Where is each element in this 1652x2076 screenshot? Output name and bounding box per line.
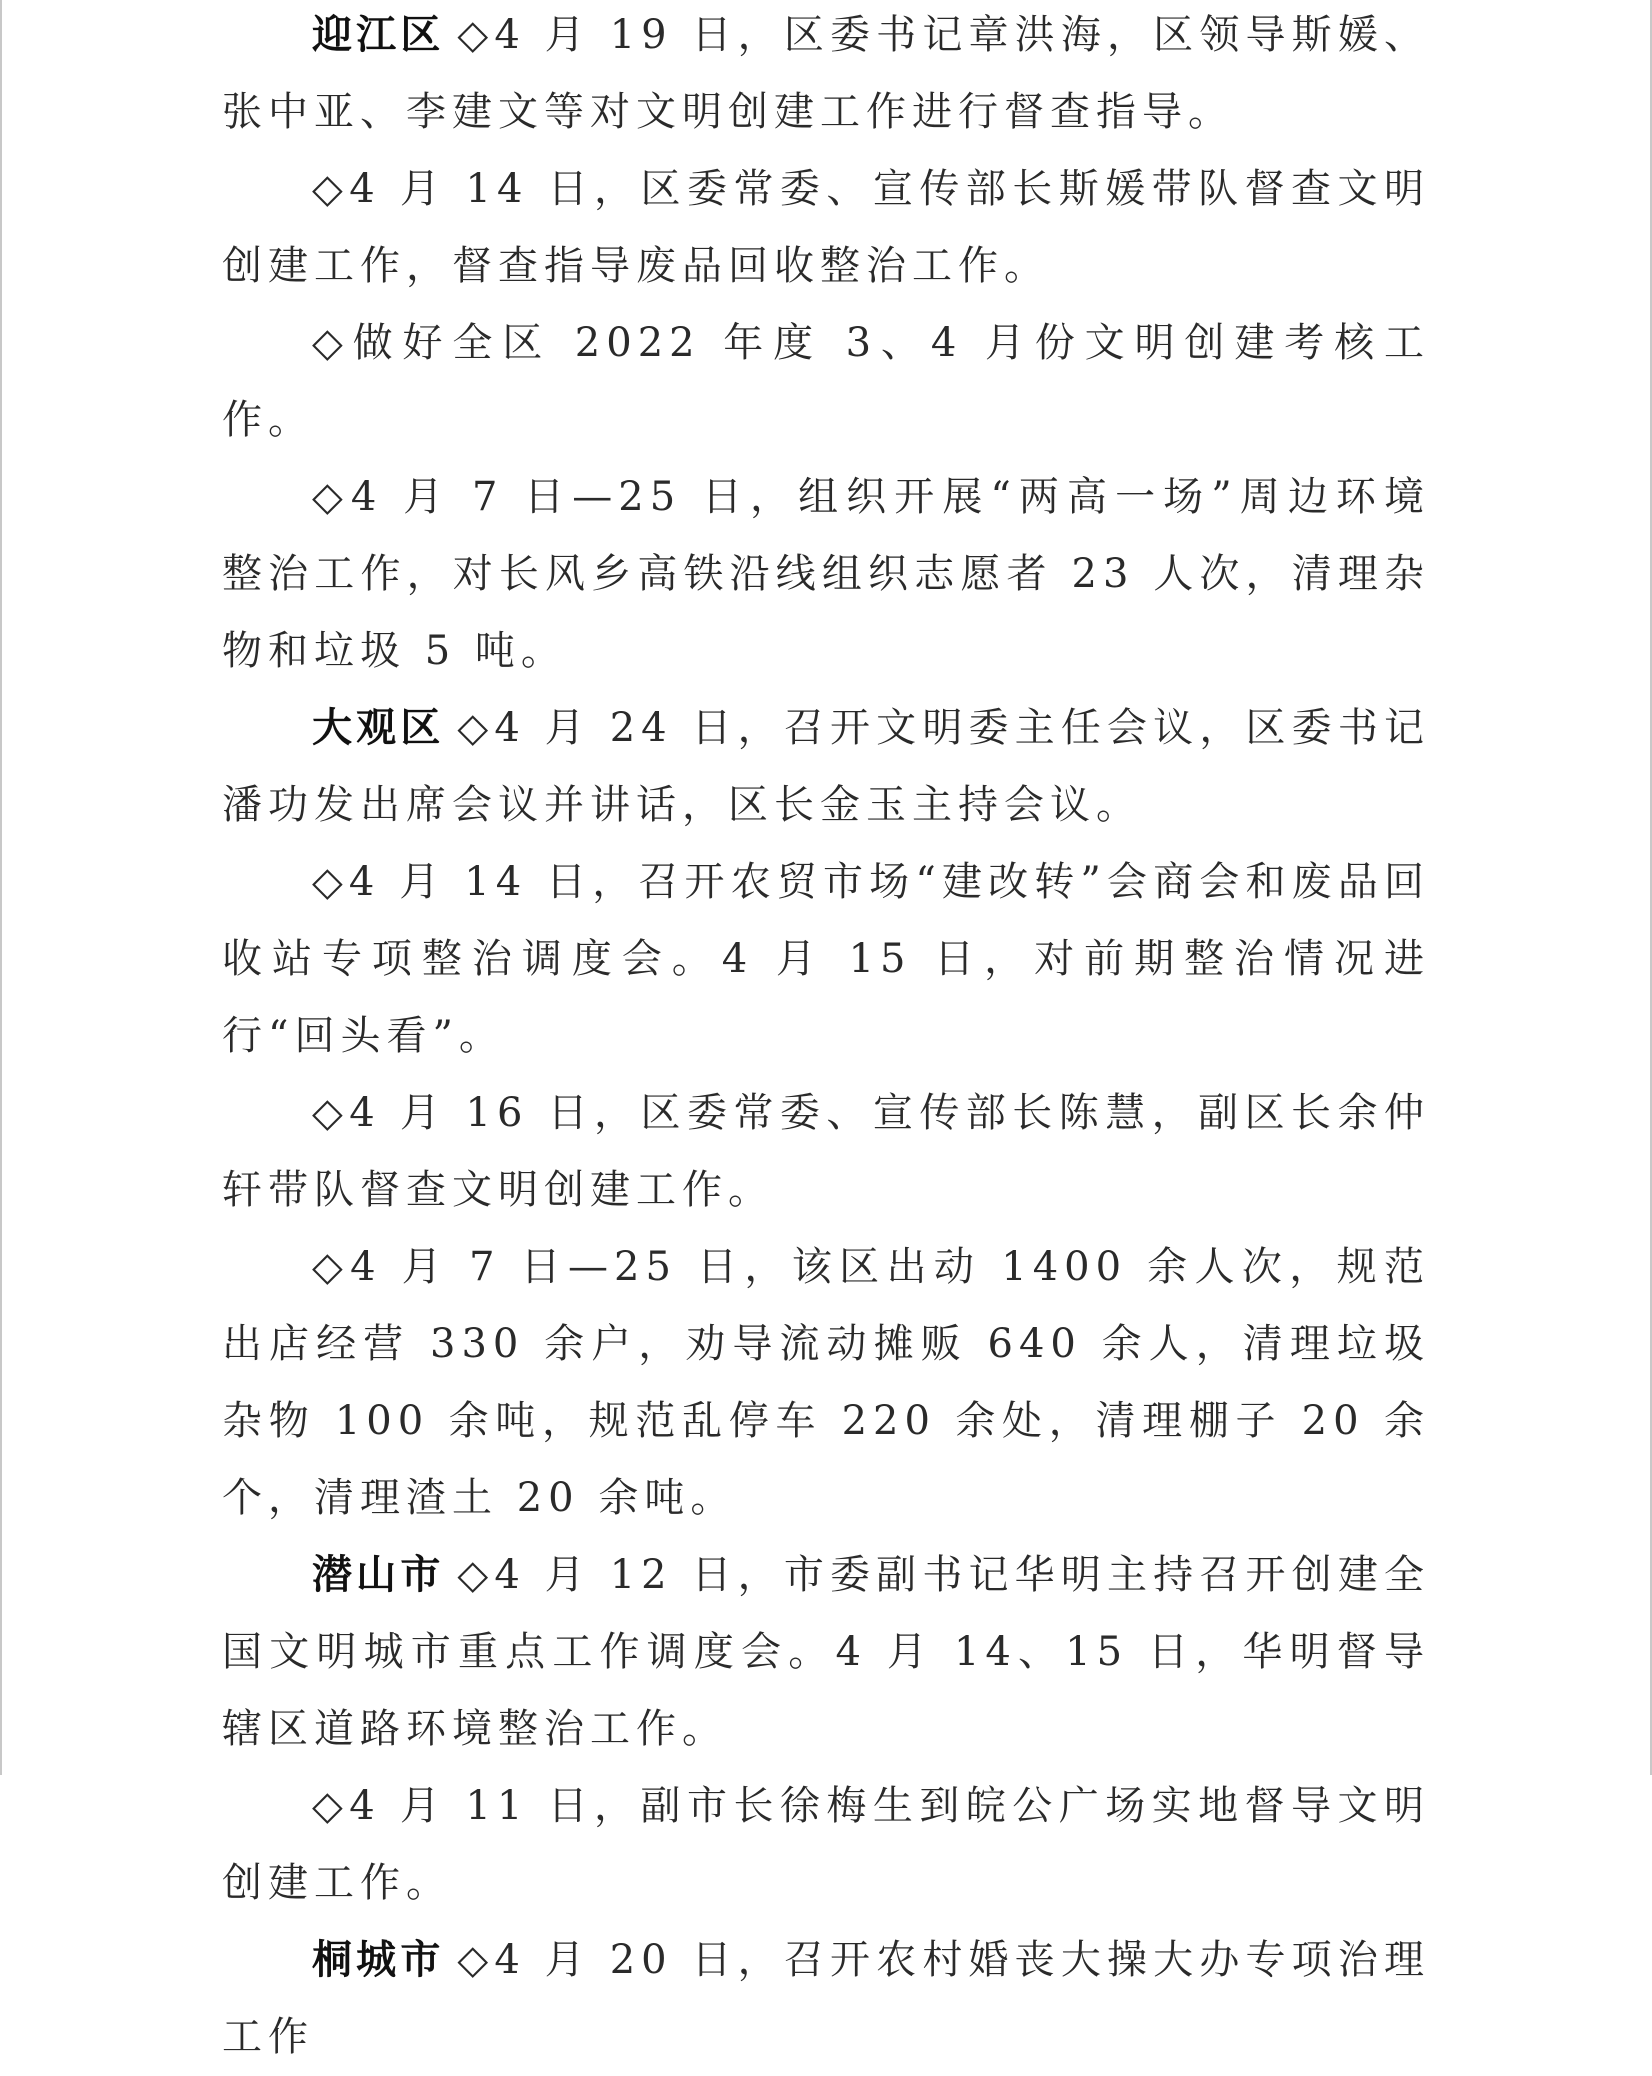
paragraph-yingjiang-2 <box>222 151 1430 305</box>
paragraph-yingjiang-3 <box>222 305 1430 459</box>
paragraph-qianshan-1 <box>222 1537 1430 1768</box>
paragraph-text: ◇4 月 7 日—25 日，该区出动 1400 余人次，规范出店经营 330 余户，劝导流动摊贩 640 余人，清理垃圾杂物 100 余吨，规范乱停车 220 余处，清理棚子 20 余个，清理渣土 20 余吨。 <box>222 1244 1430 1521</box>
paragraph-yingjiang-1 <box>222 0 1430 151</box>
paragraph-daguan-1 <box>222 690 1430 844</box>
paragraph-text: ◇4 月 11 日，副市长徐梅生到皖公广场实地督导文明创建工作。 <box>222 1783 1430 1906</box>
paragraph-text: ◇4 月 7 日—25 日，组织开展“两高一场”周边环境整治工作，对长风乡高铁沿线组织志愿者 23 人次，清理杂物和垃圾 5 吨。 <box>222 474 1430 674</box>
region-heading: 潜山市 <box>312 1552 445 1598</box>
paragraph-text: ◇做好全区 2022 年度 3、4 月份文明创建考核工作。 <box>222 320 1430 443</box>
document-body <box>222 0 1430 2076</box>
region-heading: 迎江区 <box>312 12 445 58</box>
paragraph-text: ◇4 月 19 日，区委书记章洪海，区领导斯媛、张中亚、李建文等对文明创建工作进行督查指导。 <box>222 12 1431 135</box>
paragraph-yingjiang-4 <box>222 459 1430 690</box>
paragraph-tongcheng-1 <box>222 1922 1430 2076</box>
paragraph-text: ◇4 月 14 日，召开农贸市场“建改转”会商会和废品回收站专项整治调度会。4 月 15 日，对前期整治情况进行“回头看”。 <box>222 859 1430 1059</box>
page-border-left <box>0 0 2 1775</box>
paragraph-text: ◇4 月 12 日，市委副书记华明主持召开创建全国文明城市重点工作调度会。4 月 14、15 日，华明督导辖区道路环境整治工作。 <box>222 1552 1431 1752</box>
paragraph-text: ◇4 月 24 日，召开文明委主任会议，区委书记潘功发出席会议并讲话，区长金玉主持会议。 <box>222 705 1431 828</box>
paragraph-daguan-4 <box>222 1229 1430 1537</box>
paragraph-text: ◇4 月 16 日，区委常委、宣传部长陈慧，副区长余仲轩带队督查文明创建工作。 <box>222 1090 1430 1213</box>
region-heading: 桐城市 <box>312 1937 445 1983</box>
paragraph-daguan-3 <box>222 1075 1430 1229</box>
region-heading: 大观区 <box>312 705 445 751</box>
paragraph-text: ◇4 月 20 日，召开农村婚丧大操大办专项治理工作 <box>222 1937 1431 2060</box>
paragraph-daguan-2 <box>222 844 1430 1075</box>
paragraph-qianshan-2 <box>222 1768 1430 1922</box>
paragraph-text: ◇4 月 14 日，区委常委、宣传部长斯媛带队督查文明创建工作，督查指导废品回收整治工作。 <box>222 166 1430 289</box>
